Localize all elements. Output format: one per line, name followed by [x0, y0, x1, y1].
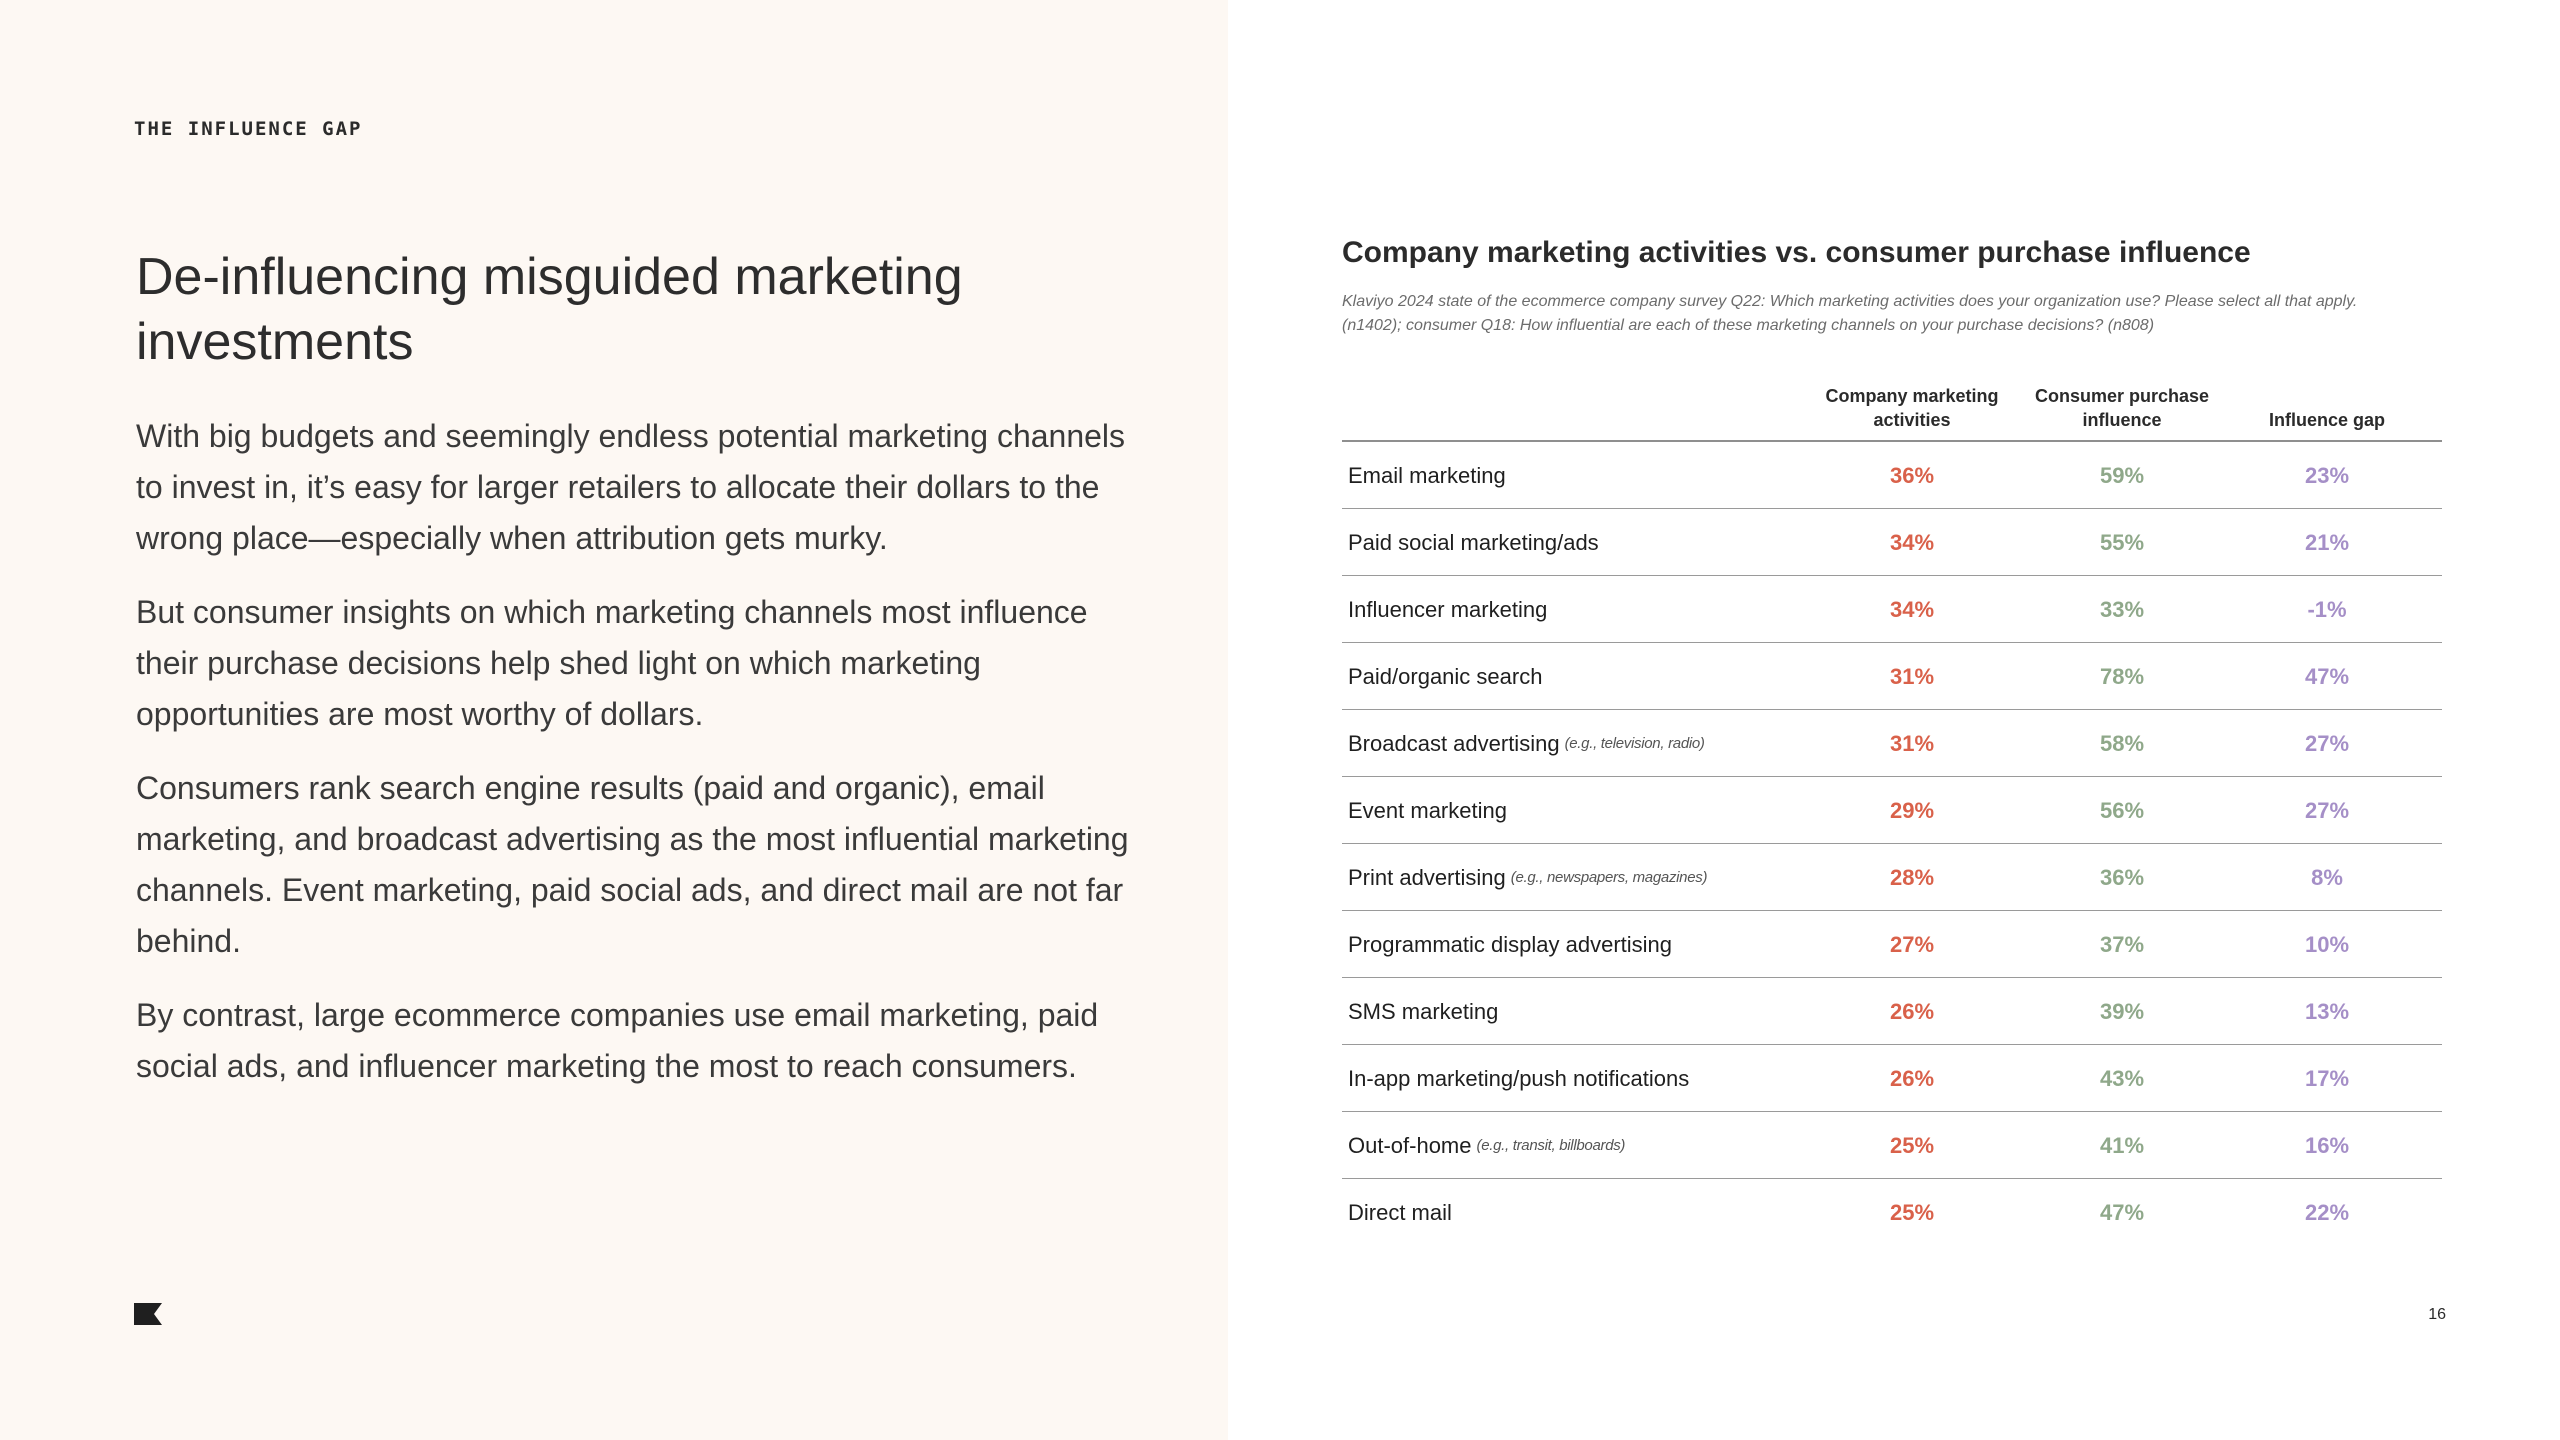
company-activities-value: 31% [1889, 663, 1935, 689]
row-label [1348, 978, 1818, 1045]
consumer-influence-value: 33% [2099, 596, 2145, 622]
channel-name: Out-of-home [1348, 1132, 1472, 1158]
company-activities-value: 26% [1889, 998, 1935, 1024]
section-label: THE INFLUENCE GAP [134, 118, 363, 140]
influence-gap-value: 13% [2304, 998, 2350, 1024]
consumer-influence-value: 39% [2099, 998, 2145, 1024]
influence-gap-value: 23% [2304, 462, 2350, 488]
table-row [1342, 509, 2442, 576]
paragraph: With big budgets and seemingly endless potential marketing channels to invest in, it’s easy for larger retailers to allocate their dollars to the wrong place—especially when attribution gets murky. [136, 418, 1126, 556]
channel-name: Broadcast advertising [1348, 730, 1560, 756]
row-label [1348, 844, 1818, 911]
influence-gap-value: 47% [2304, 663, 2350, 689]
table-row [1342, 777, 2442, 844]
row-label [1348, 710, 1818, 777]
channel-name: In-app marketing/push notifications [1348, 1065, 1690, 1091]
influence-gap-value: 27% [2304, 730, 2350, 756]
header-company-activities: Company marketing activities [1825, 386, 1999, 430]
company-activities-value: 29% [1889, 797, 1935, 823]
paragraph: By contrast, large ecommerce companies use email marketing, paid social ads, and influencer marketing the most to reach consumers. [136, 997, 1099, 1084]
consumer-influence-value: 78% [2099, 663, 2145, 689]
consumer-influence-value: 36% [2099, 864, 2145, 890]
table-body [1342, 442, 2442, 1246]
company-activities-value: 34% [1889, 596, 1935, 622]
page-number: 16 [2428, 1306, 2446, 1323]
channel-example-note: (e.g., newspapers, magazines) [1510, 869, 1708, 886]
consumer-influence-value: 47% [2099, 1199, 2145, 1225]
row-label [1348, 911, 1818, 978]
table-row [1342, 1179, 2442, 1246]
influence-gap-value: 27% [2304, 797, 2350, 823]
consumer-influence-value: 58% [2099, 730, 2145, 756]
influence-gap-value: 17% [2304, 1065, 2350, 1091]
page-title: De-influencing misguided marketing investments [136, 248, 963, 371]
table-row [1342, 844, 2442, 911]
influence-gap-value: 8% [2311, 864, 2343, 890]
company-activities-value: 25% [1889, 1199, 1935, 1225]
table-row [1342, 576, 2442, 643]
body-text [136, 411, 1146, 1115]
company-activities-value: 31% [1889, 730, 1935, 756]
paragraph: Consumers rank search engine results (paid and organic), email marketing, and broadcast advertising as the most influential marketing channels. Event marketing, paid social ads, and direct mail are not far behind. [136, 770, 1129, 959]
channel-name: Direct mail [1348, 1199, 1452, 1225]
channel-name: Print advertising [1348, 864, 1506, 890]
table-header [1342, 378, 2442, 442]
channel-name: SMS marketing [1348, 998, 1499, 1024]
consumer-influence-value: 59% [2099, 462, 2145, 488]
table-title: Company marketing activities vs. consumer purchase influence [1342, 236, 2251, 269]
table-row [1342, 1045, 2442, 1112]
company-activities-value: 28% [1889, 864, 1935, 890]
row-label [1348, 442, 1818, 509]
company-activities-value: 36% [1889, 462, 1935, 488]
influence-gap-value: 22% [2304, 1199, 2350, 1225]
influence-gap-value: 21% [2304, 529, 2350, 555]
company-activities-value: 34% [1889, 529, 1935, 555]
channel-name: Paid/organic search [1348, 663, 1543, 689]
company-activities-value: 27% [1889, 931, 1935, 957]
table-row [1342, 1112, 2442, 1179]
row-label [1348, 1045, 1818, 1112]
influence-gap-value: 16% [2304, 1132, 2350, 1158]
header-consumer-influence: Consumer purchase influence [2034, 386, 2210, 430]
table-row [1342, 911, 2442, 978]
table-row [1342, 978, 2442, 1045]
influence-gap-value: 10% [2304, 931, 2350, 957]
consumer-influence-value: 43% [2099, 1065, 2145, 1091]
row-label [1348, 509, 1818, 576]
comparison-table [1342, 378, 2442, 1246]
header-influence-gap: Influence gap [2268, 410, 2385, 430]
consumer-influence-value: 56% [2099, 797, 2145, 823]
channel-example-note: (e.g., transit, billboards) [1476, 1137, 1626, 1154]
channel-name: Event marketing [1348, 797, 1507, 823]
row-label [1348, 777, 1818, 844]
consumer-influence-value: 41% [2099, 1132, 2145, 1158]
channel-name: Programmatic display advertising [1348, 931, 1673, 957]
row-label [1348, 576, 1818, 643]
company-activities-value: 26% [1889, 1065, 1935, 1091]
table-source-note: Klaviyo 2024 state of the ecommerce company survey Q22: Which marketing activities does your organization use? Please select all that apply. (n1402); consumer Q18: How influential are each of these marketing channels on your purchase decisions? (n808) [1342, 293, 2358, 334]
channel-name: Email marketing [1348, 462, 1506, 488]
paragraph: But consumer insights on which marketing channels most influence their purchase decisions help shed light on which marketing opportunities are most worthy of dollars. [136, 594, 1088, 732]
row-label [1348, 1179, 1818, 1246]
row-label [1348, 643, 1818, 710]
influence-gap-value: -1% [2307, 596, 2347, 622]
channel-name: Influencer marketing [1348, 596, 1548, 622]
company-activities-value: 25% [1889, 1132, 1935, 1158]
table-row [1342, 643, 2442, 710]
klaviyo-flag-icon [134, 1303, 162, 1325]
channel-example-note: (e.g., television, radio) [1564, 735, 1705, 752]
row-label [1348, 1112, 1818, 1179]
consumer-influence-value: 55% [2099, 529, 2145, 555]
table-row [1342, 442, 2442, 509]
left-panel [0, 0, 1228, 1440]
table-row [1342, 710, 2442, 777]
channel-name: Paid social marketing/ads [1348, 529, 1599, 555]
consumer-influence-value: 37% [2099, 931, 2145, 957]
